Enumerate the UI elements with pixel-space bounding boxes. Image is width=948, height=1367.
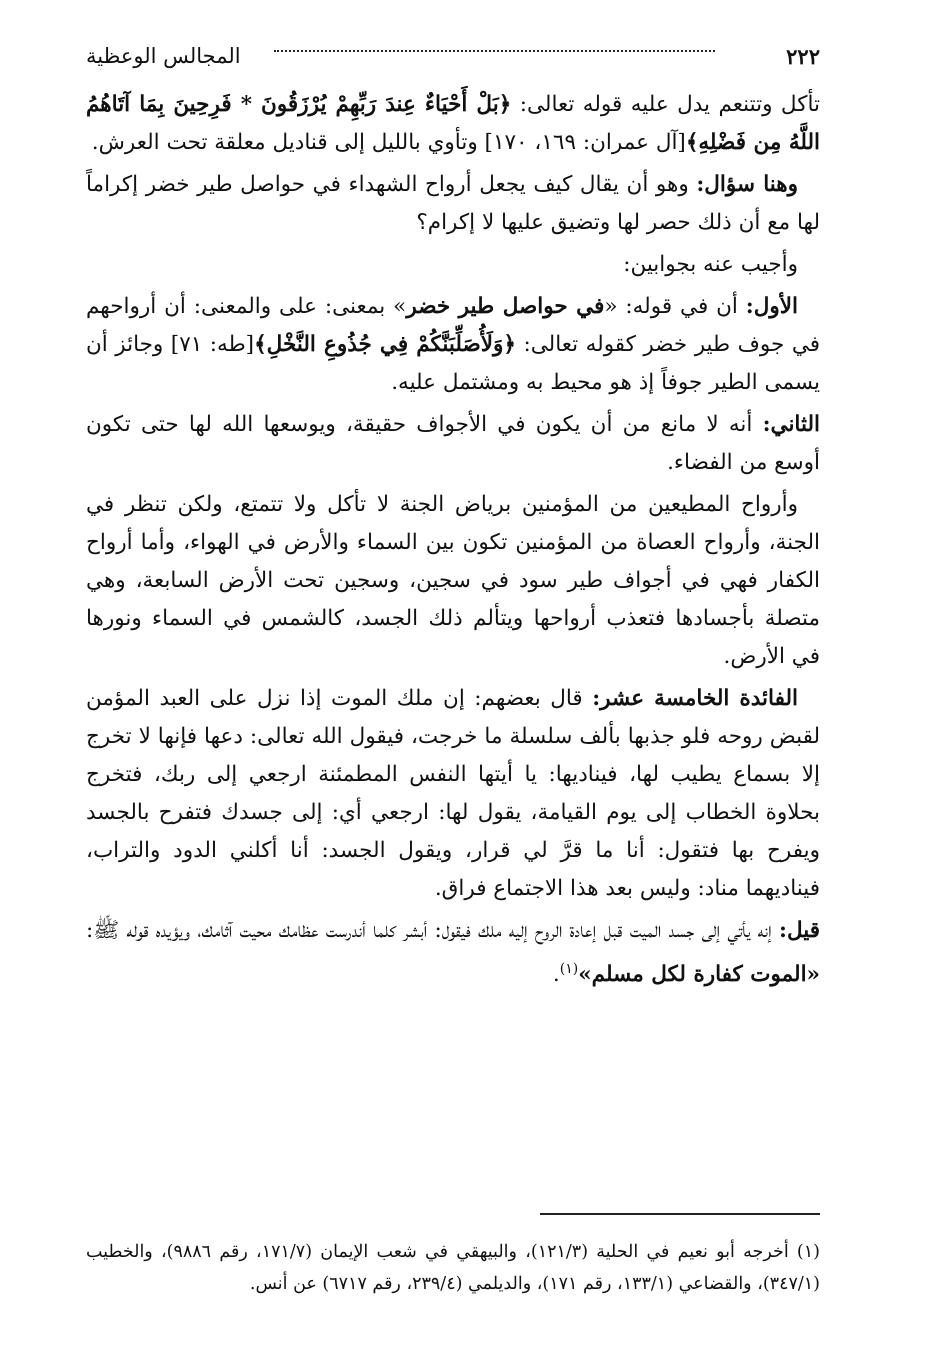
quran-verse: ﴿بَلْ أَحْيَاءٌ عِندَ رَبِّهِمْ يُرْزَقُونَ * فَرِحِينَ بِمَا آتَاهُمُ اللَّهُ مِن فَضْلِهِ﴾ — [86, 92, 820, 155]
text-run: أنه لا مانع من أن يكون في الأجواف حقيقة، ويوسعها الله لها حتى تكون أوسع من الفضاء. — [86, 412, 820, 475]
paragraph — [86, 406, 820, 482]
header-dotted-leader — [274, 50, 715, 52]
paragraph-lead: الفائدة الخامسة عشر: — [592, 686, 798, 711]
text-run: تأكل وتتنعم يدل عليه قوله تعالى: — [511, 92, 820, 117]
paragraph — [86, 288, 820, 402]
page-number: ٢٢٢ — [786, 44, 820, 69]
text-run: » بمعنى: على والمعنى: أن أرواحهم في جوف طير خضر كقوله تعالى: — [86, 294, 821, 357]
paragraph — [86, 166, 820, 242]
paragraph — [86, 912, 820, 994]
footnotes — [86, 1236, 820, 1304]
paragraph — [86, 86, 820, 162]
text-run: إنه يأتي إلى جسد الميت قبل إعادة الروح إليه ملك فيقول: أبشر كلما أندرست عظامك محيت آثامك، ويؤيده قوله ﷺ: — [86, 918, 780, 943]
hadith-quote: «الموت كفارة لكل مسلم» — [578, 962, 820, 988]
footnote-reference: (١) — [559, 961, 579, 977]
footnote: (١) أخرجه أبو نعيم في الحلية (١٢١/٣)، والبيهقي في شعب الإيمان (١٧١/٧، رقم ٩٨٨٦)، والخطيب (٣٤٧/١)، والقضاعي (١٣٣/١، رقم ١٧١)، والديلمي (٢٣٩/٤، رقم ٦٧١٧) عن أنس. — [86, 1242, 820, 1294]
text-run: [طه: ٧١] وجائز أن يسمى الطير جوفاً إذ هو محيط به ومشتمل عليه. — [86, 332, 820, 395]
text-run: وهو أن يقال كيف يجعل أرواح الشهداء في حواصل طير خضر إكراماً لها مع أن ذلك حصر لها وتضيق عليها لا إكرام؟ — [86, 172, 820, 235]
paragraph-lead: الثاني: — [762, 412, 820, 437]
text-run: . — [552, 962, 560, 988]
paragraph-lead: قيل: — [779, 918, 820, 943]
paragraph: وأجيب عنه بجوابين: — [623, 252, 798, 277]
text-run: قال بعضهم: إن ملك الموت إذا نزل على العبد المؤمن لقبض روحه فلو جذبها بألف سلسلة ما خرجت، فيقول الله تعالى: دعها فإنها لا تخرج إلا بسماع يطيب لها، فيناديها: يا أيتها النفس المطمئنة ارجعي إلى ربك، فتخرج بحلاوة الخطاب إلى يوم القيامة، يقول لها: ارجعي أي: إلى جسدك فتفرح بالجسد ويفرح بها فتقول: أنا ما قرَّ لي قرار، ويقول الجسد: أنا أكلني الدود والتراب، فيناديهما مناد: وليس بعد هذا الاجتماع فراق. — [86, 686, 820, 901]
text-run: أن في قوله: « — [604, 294, 746, 319]
footnote-separator — [540, 1213, 820, 1215]
running-title: المجالس الوعظية — [86, 44, 241, 68]
page-header — [86, 38, 820, 74]
paragraph-lead: الأول: — [745, 294, 798, 319]
paragraph: وأرواح المطيعين من المؤمنين برياض الجنة لا تأكل ولا تتمتع، ولكن تنظر في الجنة، وأرواح العصاة من المؤمنين تكون بين السماء والأرض في الهواء، وأما أرواح الكفار فهي في أجواف طير سود في سجين، وسجين تحت الأرض السابعة، وهي متصلة بأجسادها فتعذب أرواحها ويتألم ذلك الجسد، كالشمس في السماء ونورها في الأرض. — [86, 492, 820, 669]
paragraph-lead: وهنا سؤال: — [696, 172, 798, 197]
main-text — [86, 86, 820, 998]
text-run: [آل عمران: ١٦٩، ١٧٠] وتأوي بالليل إلى قناديل معلقة تحت العرش. — [91, 130, 686, 155]
quoted-phrase: في حواصل طير خضر — [406, 294, 605, 319]
paragraph — [86, 680, 820, 908]
quran-verse: ﴿وَلَأُصَلِّبَنَّكُمْ فِي جُذُوعِ النَّخْلِ﴾ — [254, 332, 517, 357]
